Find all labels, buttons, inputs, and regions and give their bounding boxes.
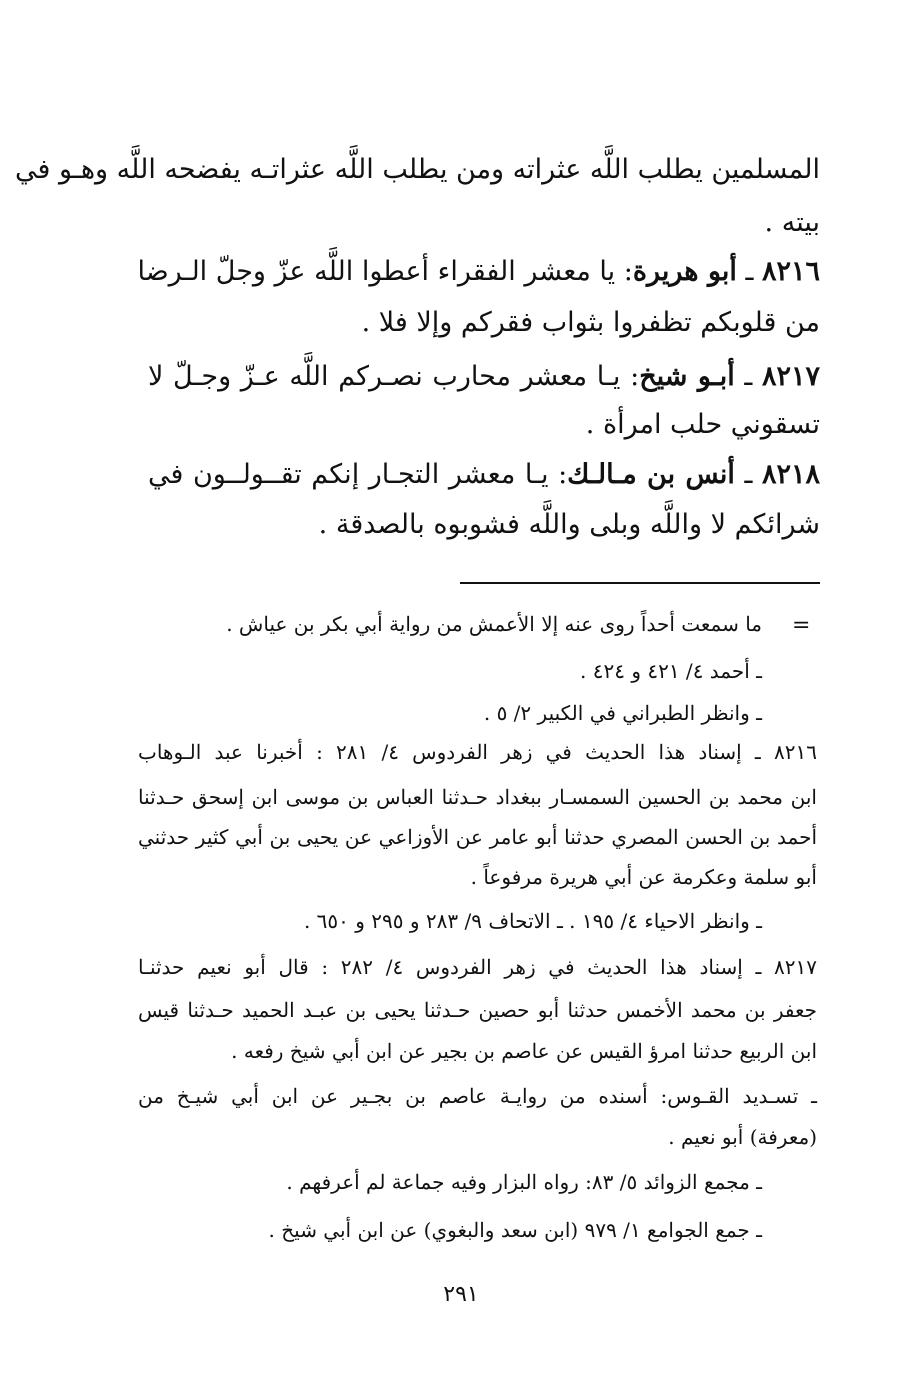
continuation-mark: = <box>792 613 811 638</box>
footnote-line: ما سمعت أحداً روى عنه إلا الأعمش من رواية أبي بكر بن عياش . <box>226 612 762 636</box>
main-text-line: بيته . <box>764 207 820 238</box>
footnote-line: أحمد بن الحسن المصري حدثنا أبو عامر عن الأوزاعي عن يحيى بن أبي كثير حدثني <box>138 825 817 849</box>
hadith-8218-line1: ٨٢١٨ ـ أنس بن مـالـك: يـا معشر التجـار إنكم تقــولــون في <box>148 459 820 490</box>
footnote-line: جعفر بن محمد الأخمس حدثنا أبو حصين حـدثنا يحيى بن عبـد الحميد حـدثنا قيس <box>138 998 817 1022</box>
hadith-text: : يـا معشر التجـار إنكم تقــولــون في <box>148 459 568 490</box>
footnote-line: ابن الربيع حدثنا امرؤ القيس عن عاصم بن بجير عن ابن أبي شيخ رفعه . <box>231 1039 817 1063</box>
footnote-line: ٨٢١٦ ـ إسناد هذا الحديث في زهر الفردوس ٤/ ٢٨١ : أخبرنا عبد الـوهاب <box>138 740 817 764</box>
footnote-line: ـ مجمع الزوائد ٥/ ٨٣: رواه البزار وفيه جماعة لم أعرفهم . <box>286 1170 762 1194</box>
hadith-text: : يا معشر الفقراء أعطوا اللَّه عزّ وجلّ الـرضا <box>137 256 633 287</box>
hadith-number: ٨٢١٧ <box>761 361 820 392</box>
footnote-line: ـ تسـديد القـوس: أسنده من روايـة عاصم بن بجـير عن ابن أبي شيـخ من <box>138 1084 817 1108</box>
hadith-text: : يـا معشر محارب نصـركم اللَّه عـزّ وجـلّ لا <box>148 361 640 392</box>
footnote-line: ـ أحمد ٤/ ٤٢١ و ٤٢٤ . <box>580 659 762 683</box>
hadith-number: ٨٢١٦ <box>761 256 820 287</box>
narrator-name: أبو هريرة <box>632 256 737 287</box>
hadith-8216-line2: من قلوبكم تظفروا بثواب فقركم وإلا فلا . <box>361 307 820 338</box>
hadith-number: ٨٢١٨ <box>761 459 820 490</box>
footnote-separator <box>460 582 820 584</box>
narrator-name: أنس بن مـالـك <box>567 459 735 490</box>
hadith-8216-line1: ٨٢١٦ ـ أبو هريرة: يا معشر الفقراء أعطوا اللَّه عزّ وجلّ الـرضا <box>137 256 820 287</box>
footnote-line: ٨٢١٧ ـ إسناد هذا الحديث في زهر الفردوس ٤/ ٢٨٢ : قال أبو نعيم حدثنـا <box>138 955 817 979</box>
narrator-name: أبـو شيخ <box>639 361 735 392</box>
hadith-8217-line2: تسقوني حلب امرأة . <box>585 409 820 440</box>
page-number: ٢٩١ <box>443 1282 479 1307</box>
footnote-line: ـ وانظر الطبراني في الكبير ٢/ ٥ . <box>483 701 762 725</box>
footnote-line: ـ جمع الجوامع ١/ ٩٧٩ (ابن سعد والبغوي) عن ابن أبي شيخ . <box>268 1218 762 1242</box>
hadith-8218-line2: شرائكم لا واللَّه وبلى واللَّه فشوبوه بالصدقة . <box>318 509 820 540</box>
footnote-line: ـ وانظر الاحياء ٤/ ١٩٥ . ـ الاتحاف ٩/ ٢٨٣ و ٢٩٥ و ٦٥٠ . <box>303 909 762 933</box>
main-text-line: المسلمين يطلب اللَّه عثراته ومن يطلب اللَّه عثراتـه يفضحه اللَّه وهـو في <box>14 154 820 185</box>
hadith-8217-line1: ٨٢١٧ ـ أبـو شيخ: يـا معشر محارب نصـركم اللَّه عـزّ وجـلّ لا <box>148 361 820 392</box>
footnote-line: (معرفة) أبو نعيم . <box>668 1125 817 1149</box>
footnote-line: أبو سلمة وعكرمة عن أبي هريرة مرفوعاً . <box>470 865 817 889</box>
footnote-line: ابن محمد بن الحسين السمسـار ببغداد حـدثنا العباس بن موسى ابن إسحق حـدثنا <box>138 785 817 809</box>
